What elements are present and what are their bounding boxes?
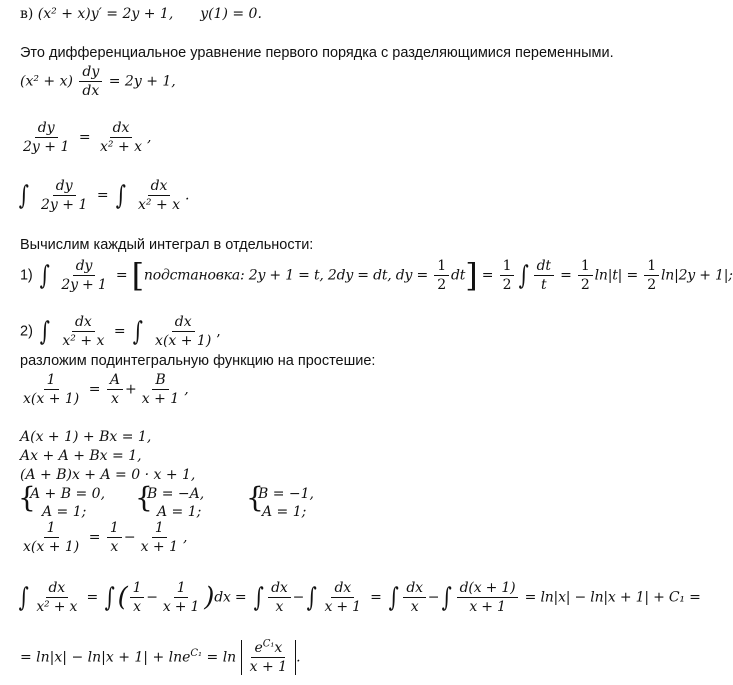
equation-3: ∫ $\frac{dy}{2y + 1}$ = ∫ $\frac{dx}{\text{x² + x}}$ . <box>18 178 190 213</box>
integral-sign: ∫ <box>40 316 51 347</box>
equation-1 <box>20 64 176 99</box>
item1-fraction: $\frac{dy}{2y + 1}$ <box>61 258 107 293</box>
integral-sign: ∫ <box>518 260 529 291</box>
line-3: (A + B)x + A = 0 · x + 1, <box>20 467 196 483</box>
decomposition: $\frac{1}{x(x + 1)}$ = $\frac{A}{x}$ + $\frac{B}{x + 1}$ , <box>23 372 189 407</box>
left-brace: { <box>135 481 153 514</box>
integral-sign: ∫ <box>18 180 29 211</box>
left-brace: { <box>246 481 264 514</box>
eq1-left-factor: (x² + x) <box>20 73 73 90</box>
line-1: A(x + 1) + Bx = 1, <box>20 429 152 445</box>
final-result: = ln|x| − ln|x + 1| + lne$^{C_1}$ = ln $\frac{e^{C_1}x}{x + 1}$ . <box>20 638 301 675</box>
integral-sign: ∫ <box>441 582 453 613</box>
equation-2: $\frac{dy}{2y + 1}$ = $\frac{dx}{\text{x² + x}}$ , <box>18 120 152 155</box>
integral-2: 2) ∫ $\frac{dx}{\text{x² + x}}$ = ∫ $\frac{dx}{x(x + 1)}$ , <box>20 314 221 349</box>
intro-text: Это дифференциальное уравнение первого порядка с разделяющимися переменными. <box>20 45 614 61</box>
integral-sign: ∫ <box>306 582 317 613</box>
problem-label: в) <box>20 6 34 22</box>
problem-condition: y(1) = 0. <box>200 6 262 22</box>
abs-value: $\frac{e^{C_1}x}{x + 1}$ <box>241 640 296 675</box>
integral-1: 1) ∫ $\frac{dy}{2y + 1}$ = [подстановка: 2y + 1 = t, 2dy = dt, dy = $\frac{1}{2}$ dt] = $\frac{1}{2}$ ∫ $\frac{dt}{t}$ = $\frac{1}{2}$ ln|t| = $\frac{1}{2}$ ln|2y + 1|; <box>20 256 733 295</box>
item1-label: 1) <box>20 267 33 284</box>
integral-sign: ∫ <box>104 582 115 613</box>
eq2-left-fraction: $\frac{dy}{2y + 1}$ <box>23 120 70 155</box>
item2-label: 2) <box>20 323 33 340</box>
line-2: Ax + A + Bx = 1, <box>20 448 142 464</box>
item1-substitution: подстановка: 2y + 1 = t, 2dy = dt, dy = <box>143 267 429 284</box>
each-integral-text: Вычислим каждый интеграл в отдельности: <box>20 237 314 253</box>
integral-sign: ∫ <box>39 260 50 291</box>
solution-page: в) (x² + x)y′ = 2y + 1, y(1) = 0. Это дифференциальное уравнение первого порядка с разделяющимися переменными. (x² + x) $\frac{dy}{dx}$ = 2y + 1, $\frac{dy}{2y + 1}$ = $\frac{dx}{\text{x² + x}}$ , ∫ $\frac{dy}{2y + 1}$ = ∫ $\frac{dx}{\text{x² + x}}$ . Вычислим каждый интеграл в отдельности: 1) ∫ $\frac{dy}{2y + 1}$ = [подстановка: 2y + 1 = t, 2dy = dt, dy = $\frac{1}{2}$ dt] = $\frac{1}{2}$ ∫ $\frac{dt}{t}$ = $\frac{1}{2}$ ln|t| = $\frac{1}{2}$ ln|2y + 1|; 2) ∫ $\frac{dx}{\text{x² + x}}$ = ∫ $\frac{dx}{x(x + 1)}$ , разложим подинтегральную функцию на простешие: $\frac{1}{x(x + 1)}$ = $\frac{A}{x}$ + $\frac{B}{x + 1}$ , A(x + 1) + Bx = 1, Ax + A + Bx = 1, (A + B)x + A = 0 · x + 1, { A + B = 0, A = 1; { B = −A, A = 1; { B = −1, A = 1; $\frac{1}{x(x + 1)}$ = $\frac{1}{x}$ − $\frac{1}{x + 1}$ , ∫ $\frac{dx}{\text{x² + x}}$ = ∫ ( $\frac{1}{x}$ − $\frac{1}{x + 1}$ )dx = ∫ $\frac{dx}{x}$ − ∫ $\frac{dx}{x + 1}$ = ∫ $\frac{dx}{x}$ − ∫ $\frac{d(x + 1)}{x + 1}$ = ln|x| − ln|x + 1| + C₁ = = ln|x| − ln|x + 1| + lne$^{C_1}$ = ln $\frac{e^{C_1}x}{x + 1}$ . <box>18 6 733 675</box>
integral-sign: ∫ <box>388 582 399 613</box>
problem-equation: (x² + x)y′ = 2y + 1, <box>37 6 174 22</box>
integral-sign: ∫ <box>253 582 264 613</box>
eq1-fraction: $\frac{dy}{dx}$ <box>79 64 102 99</box>
left-brace: { <box>18 481 36 514</box>
integral-sign: ∫ <box>18 582 29 613</box>
integral-sign: ∫ <box>132 316 143 347</box>
decompose-text: разложим подинтегральную функцию на простешие: <box>20 353 376 369</box>
eq2-right-fraction: $\frac{dx}{\text{x² + x}}$ <box>100 120 143 155</box>
integral-sign: ∫ <box>115 180 126 211</box>
eq1-rhs: = 2y + 1, <box>108 73 176 90</box>
final-integral: ∫ $\frac{dx}{\text{x² + x}}$ = ∫ ( $\frac{1}{x}$ − $\frac{1}{x + 1}$ )dx = ∫ $\frac{dx}{x}$ − ∫ $\frac{dx}{x + 1}$ = ∫ $\frac{dx}{x}$ − ∫ $\frac{d(x + 1)}{x + 1}$ = ln|x| − ln|x + 1| + C₁ = <box>18 580 701 615</box>
problem-statement <box>20 5 262 23</box>
eq3-right-fraction: $\frac{dx}{\text{x² + x}}$ <box>138 178 181 213</box>
result-decomposition: $\frac{1}{x(x + 1)}$ = $\frac{1}{x}$ − $\frac{1}{x + 1}$ , <box>23 520 188 555</box>
eq3-left-fraction: $\frac{dy}{2y + 1}$ <box>41 178 88 213</box>
final-tail: = ln|x| − ln|x + 1| + C₁ = <box>524 589 701 606</box>
